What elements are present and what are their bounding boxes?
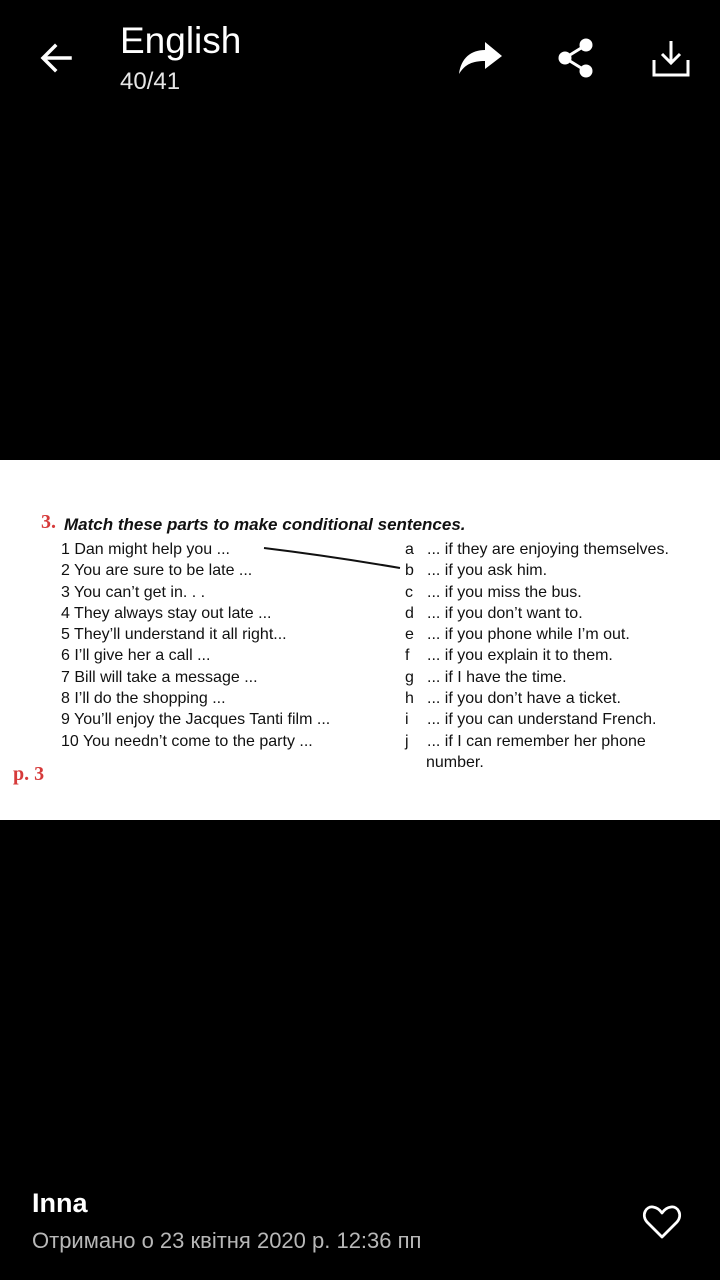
share-icon: [556, 37, 596, 79]
list-item: 6 I’ll give her a call ...: [61, 647, 211, 665]
list-item: 9 You’ll enjoy the Jacques Tanti film ...: [61, 711, 331, 729]
list-item: 4 They always stay out late ...: [61, 604, 272, 622]
sender-name: Inna: [32, 1188, 88, 1218]
download-icon: [651, 38, 691, 78]
option-text: ... if you explain it to them.: [427, 647, 613, 665]
exercise-number: 3.: [41, 511, 56, 533]
list-item-continuation: number.: [426, 753, 484, 771]
option-letter: c: [405, 583, 413, 601]
share-button[interactable]: [550, 32, 602, 84]
download-button[interactable]: [645, 32, 697, 84]
option-text: ... if they are enjoying themselves.: [427, 541, 669, 558]
received-timestamp: Отримано о 23 квітня 2020 р. 12:36 пп: [32, 1228, 422, 1253]
list-item: 8 I’ll do the shopping ...: [61, 690, 226, 708]
list-item: 7 Bill will take a message ...: [61, 668, 258, 686]
option-text: ... if I have the time.: [427, 668, 567, 686]
option-letter: g: [405, 668, 414, 686]
option-letter: d: [405, 604, 414, 622]
arrow-back-icon: [36, 38, 76, 78]
list-item: 10 You needn’t come to the party ...: [61, 732, 313, 750]
back-button[interactable]: [32, 34, 80, 82]
option-letter: j: [405, 732, 409, 750]
option-text: ... if you ask him.: [427, 562, 548, 580]
option-letter: a: [405, 541, 414, 558]
like-button[interactable]: [640, 1200, 684, 1244]
option-letter: e: [405, 626, 414, 644]
option-letter: f: [405, 647, 410, 665]
forward-button[interactable]: [454, 32, 506, 84]
album-title: English: [120, 20, 242, 61]
list-item: 1 Dan might help you ...: [61, 541, 230, 558]
page-reference: p. 3: [13, 763, 45, 785]
forward-arrow-icon: [455, 38, 505, 78]
list-item: 3 You can’t get in. . .: [61, 583, 206, 601]
top-bar: [0, 0, 720, 110]
option-text: ... if you can understand French.: [427, 711, 657, 729]
worksheet-image[interactable]: [0, 460, 720, 820]
handwritten-match-line: [0, 460, 720, 820]
image-counter: 40/41: [120, 68, 181, 95]
exercise-instruction: Match these parts to make conditional sentences.: [64, 515, 466, 534]
list-item: 2 You are sure to be late ...: [61, 562, 253, 580]
option-text: ... if you phone while I’m out.: [427, 626, 630, 644]
option-letter: i: [405, 711, 409, 729]
list-item: 5 They’ll understand it all right...: [61, 626, 287, 644]
option-text: ... if you don’t want to.: [427, 604, 583, 622]
option-letter: b: [405, 562, 414, 580]
heart-outline-icon: [642, 1204, 682, 1240]
option-letter: h: [405, 690, 414, 708]
option-text: ... if I can remember her phone: [427, 732, 646, 750]
option-text: ... if you don’t have a ticket.: [427, 690, 621, 708]
option-text: ... if you miss the bus.: [427, 583, 582, 601]
